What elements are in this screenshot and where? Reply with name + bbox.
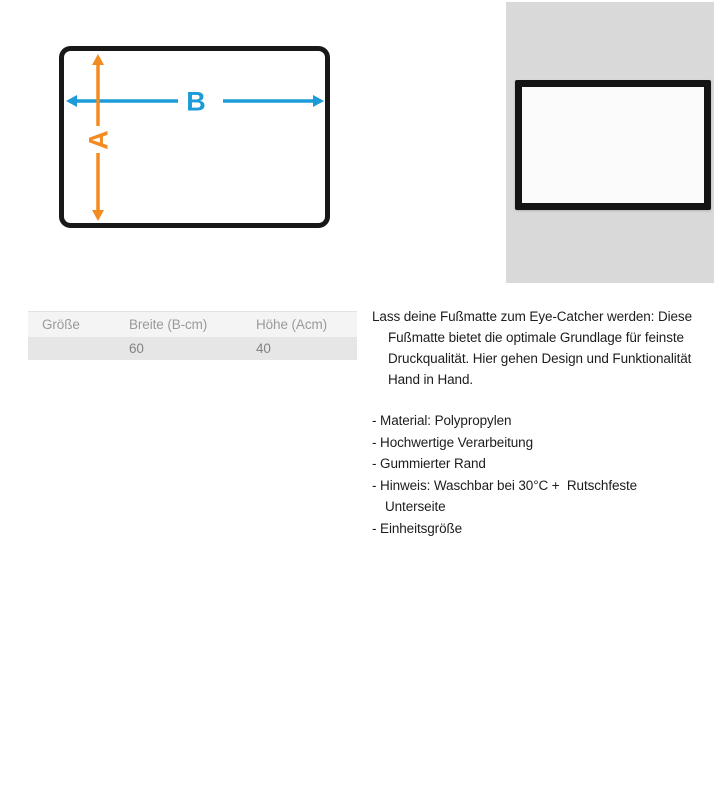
size-diagram xyxy=(50,38,350,238)
description-line: Druckqualität. Hier gehen Design und Funktionalität xyxy=(388,351,692,366)
height-dimension-label: A xyxy=(83,130,114,150)
feature-list xyxy=(372,410,720,539)
size-table-header-breite: Breite (B-cm) xyxy=(129,317,208,332)
product-description xyxy=(372,306,720,539)
description-line: Lass deine Fußmatte zum Eye-Catcher werden: Diese xyxy=(372,309,692,324)
product-image-panel xyxy=(506,2,714,283)
feature-item-continuation: Unterseite xyxy=(385,499,446,514)
size-table-cell-hoehe: 40 xyxy=(256,341,271,356)
size-table-header-row xyxy=(28,311,357,337)
feature-item: - Hochwertige Verarbeitung xyxy=(372,434,533,450)
description-paragraph xyxy=(372,306,720,390)
size-table-cell-breite: 60 xyxy=(129,341,144,356)
size-table-row xyxy=(28,337,357,360)
doormat-preview-image xyxy=(515,80,711,210)
feature-item: - Material: Polypropylen xyxy=(372,413,512,428)
feature-item: - Gummierter Rand xyxy=(372,456,486,471)
size-table xyxy=(28,311,357,360)
description-line: Hand in Hand. xyxy=(388,372,474,387)
description-line: Fußmatte bietet die optimale Grundlage für feinste xyxy=(388,330,684,345)
feature-item: - Einheitsgröße xyxy=(372,520,463,536)
size-table-header-groesse: Größe xyxy=(42,317,80,332)
feature-item: - Hinweis: Waschbar bei 30°C + Rutschfeste xyxy=(372,477,638,493)
width-dimension-label: B xyxy=(186,86,206,117)
size-table-header-hoehe: Höhe (Acm) xyxy=(256,317,328,332)
